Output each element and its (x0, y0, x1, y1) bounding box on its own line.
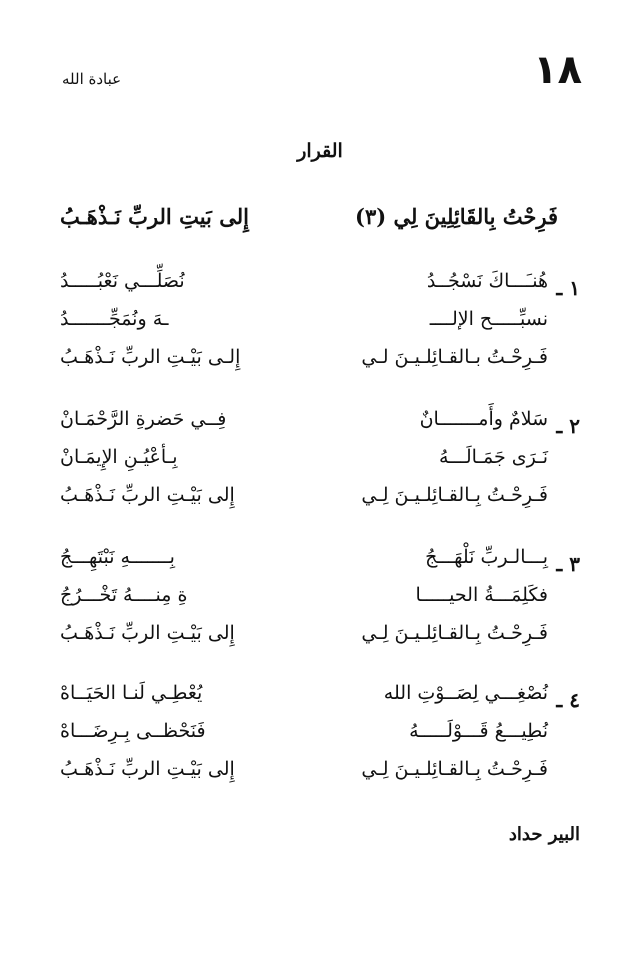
verse-line (60, 446, 548, 480)
verse-line (60, 484, 548, 518)
first-hemistich: فَـرِحْـتُ بـالقـائِلـيـنَ لـي (361, 346, 548, 368)
first-hemistich: هُنـَـــاكَ نَسْجُــدُ (426, 270, 548, 292)
first-hemistich: نُطِيـــعُ قَـــوْلَـــــهُ (409, 720, 548, 742)
verse-line (60, 546, 548, 580)
chorus-first-hemistich: فَرِحْتُ بِالقَائِلِينَ لِي (٣) (355, 204, 558, 229)
verse-number: ٢ ـ (556, 414, 580, 438)
first-hemistich: فكَلِمَـــةُ الحيـــــا (415, 584, 548, 606)
first-hemistich: فَـرِحْـتُ بِـالقـائِلـيـنَ لِـي (361, 758, 548, 780)
first-hemistich: فَـرِحْـتُ بِـالقـائِلـيـنَ لِـي (361, 484, 548, 506)
verse-number: ١ ـ (556, 276, 580, 300)
second-hemistich: إِلـى بَيْـتِ الربِّ نَـذْهَـبُ (60, 346, 241, 368)
second-hemistich: يُعْطِـي لَنـا الحَيَــاهْ (60, 682, 203, 704)
second-hemistich: ـهَ ونُمَجِّـــــــدُ (60, 308, 169, 330)
chorus-line (60, 204, 558, 238)
first-hemistich: فَـرِحْـتُ بِـالقـائِلـيـنَ لِـي (361, 622, 548, 644)
verse-line (60, 682, 548, 716)
second-hemistich: إِلى بَيْـتِ الربِّ نَـذْهَـبُ (60, 758, 235, 780)
chorus-second-hemistich: إِلى بَيتِ الربِّ نَـذْهَـبُ (60, 204, 249, 229)
section-title: القرار (297, 140, 343, 162)
second-hemistich: فِــي حَضرةِ الرَّحْمَـانْ (60, 408, 227, 430)
first-hemistich: نُصْغِـــي لِصَــوْتِ الله (383, 682, 548, 704)
verse-number: ٤ ـ (556, 688, 580, 712)
page-number: ١٨ (533, 47, 582, 93)
second-hemistich: نُصَلِّـــي نَعْبُـــــدُ (60, 270, 185, 292)
author-name: البير حداد (508, 824, 580, 845)
running-header-title: عبادة الله (62, 70, 122, 88)
second-hemistich: بِـأعْيُـنِ الإِيمَـانْ (60, 446, 178, 468)
verse-line (60, 308, 548, 342)
second-hemistich: بِـــــــهِ نَبْتَهِـــجُ (60, 546, 175, 568)
second-hemistich: فَنَحْظــى بِـرِضَـــاهْ (60, 720, 206, 742)
first-hemistich: بِـــالـربِّ نَلْهَـــجُ (425, 546, 548, 568)
verse-line (60, 758, 548, 792)
verse-line (60, 346, 548, 380)
second-hemistich: إِلى بَيْـتِ الربِّ نَـذْهَـبُ (60, 484, 235, 506)
verse-line (60, 408, 548, 442)
second-hemistich: ةِ مِنــــهُ تَخْـــرُجُ (60, 584, 188, 606)
verse-number: ٣ ـ (556, 552, 580, 576)
first-hemistich: نَـرَى جَمَـالَـــهُ (438, 446, 548, 468)
first-hemistich: نسبِّـــــح الإلــــ (429, 308, 548, 330)
verse-line (60, 720, 548, 754)
second-hemistich: إِلى بَيْـتِ الربِّ نَـذْهَـبُ (60, 622, 235, 644)
first-hemistich: سَلامٌ وأَمـــــــانٌ (419, 408, 548, 430)
verse-line (60, 270, 548, 304)
verse-line (60, 622, 548, 656)
verse-line (60, 584, 548, 618)
